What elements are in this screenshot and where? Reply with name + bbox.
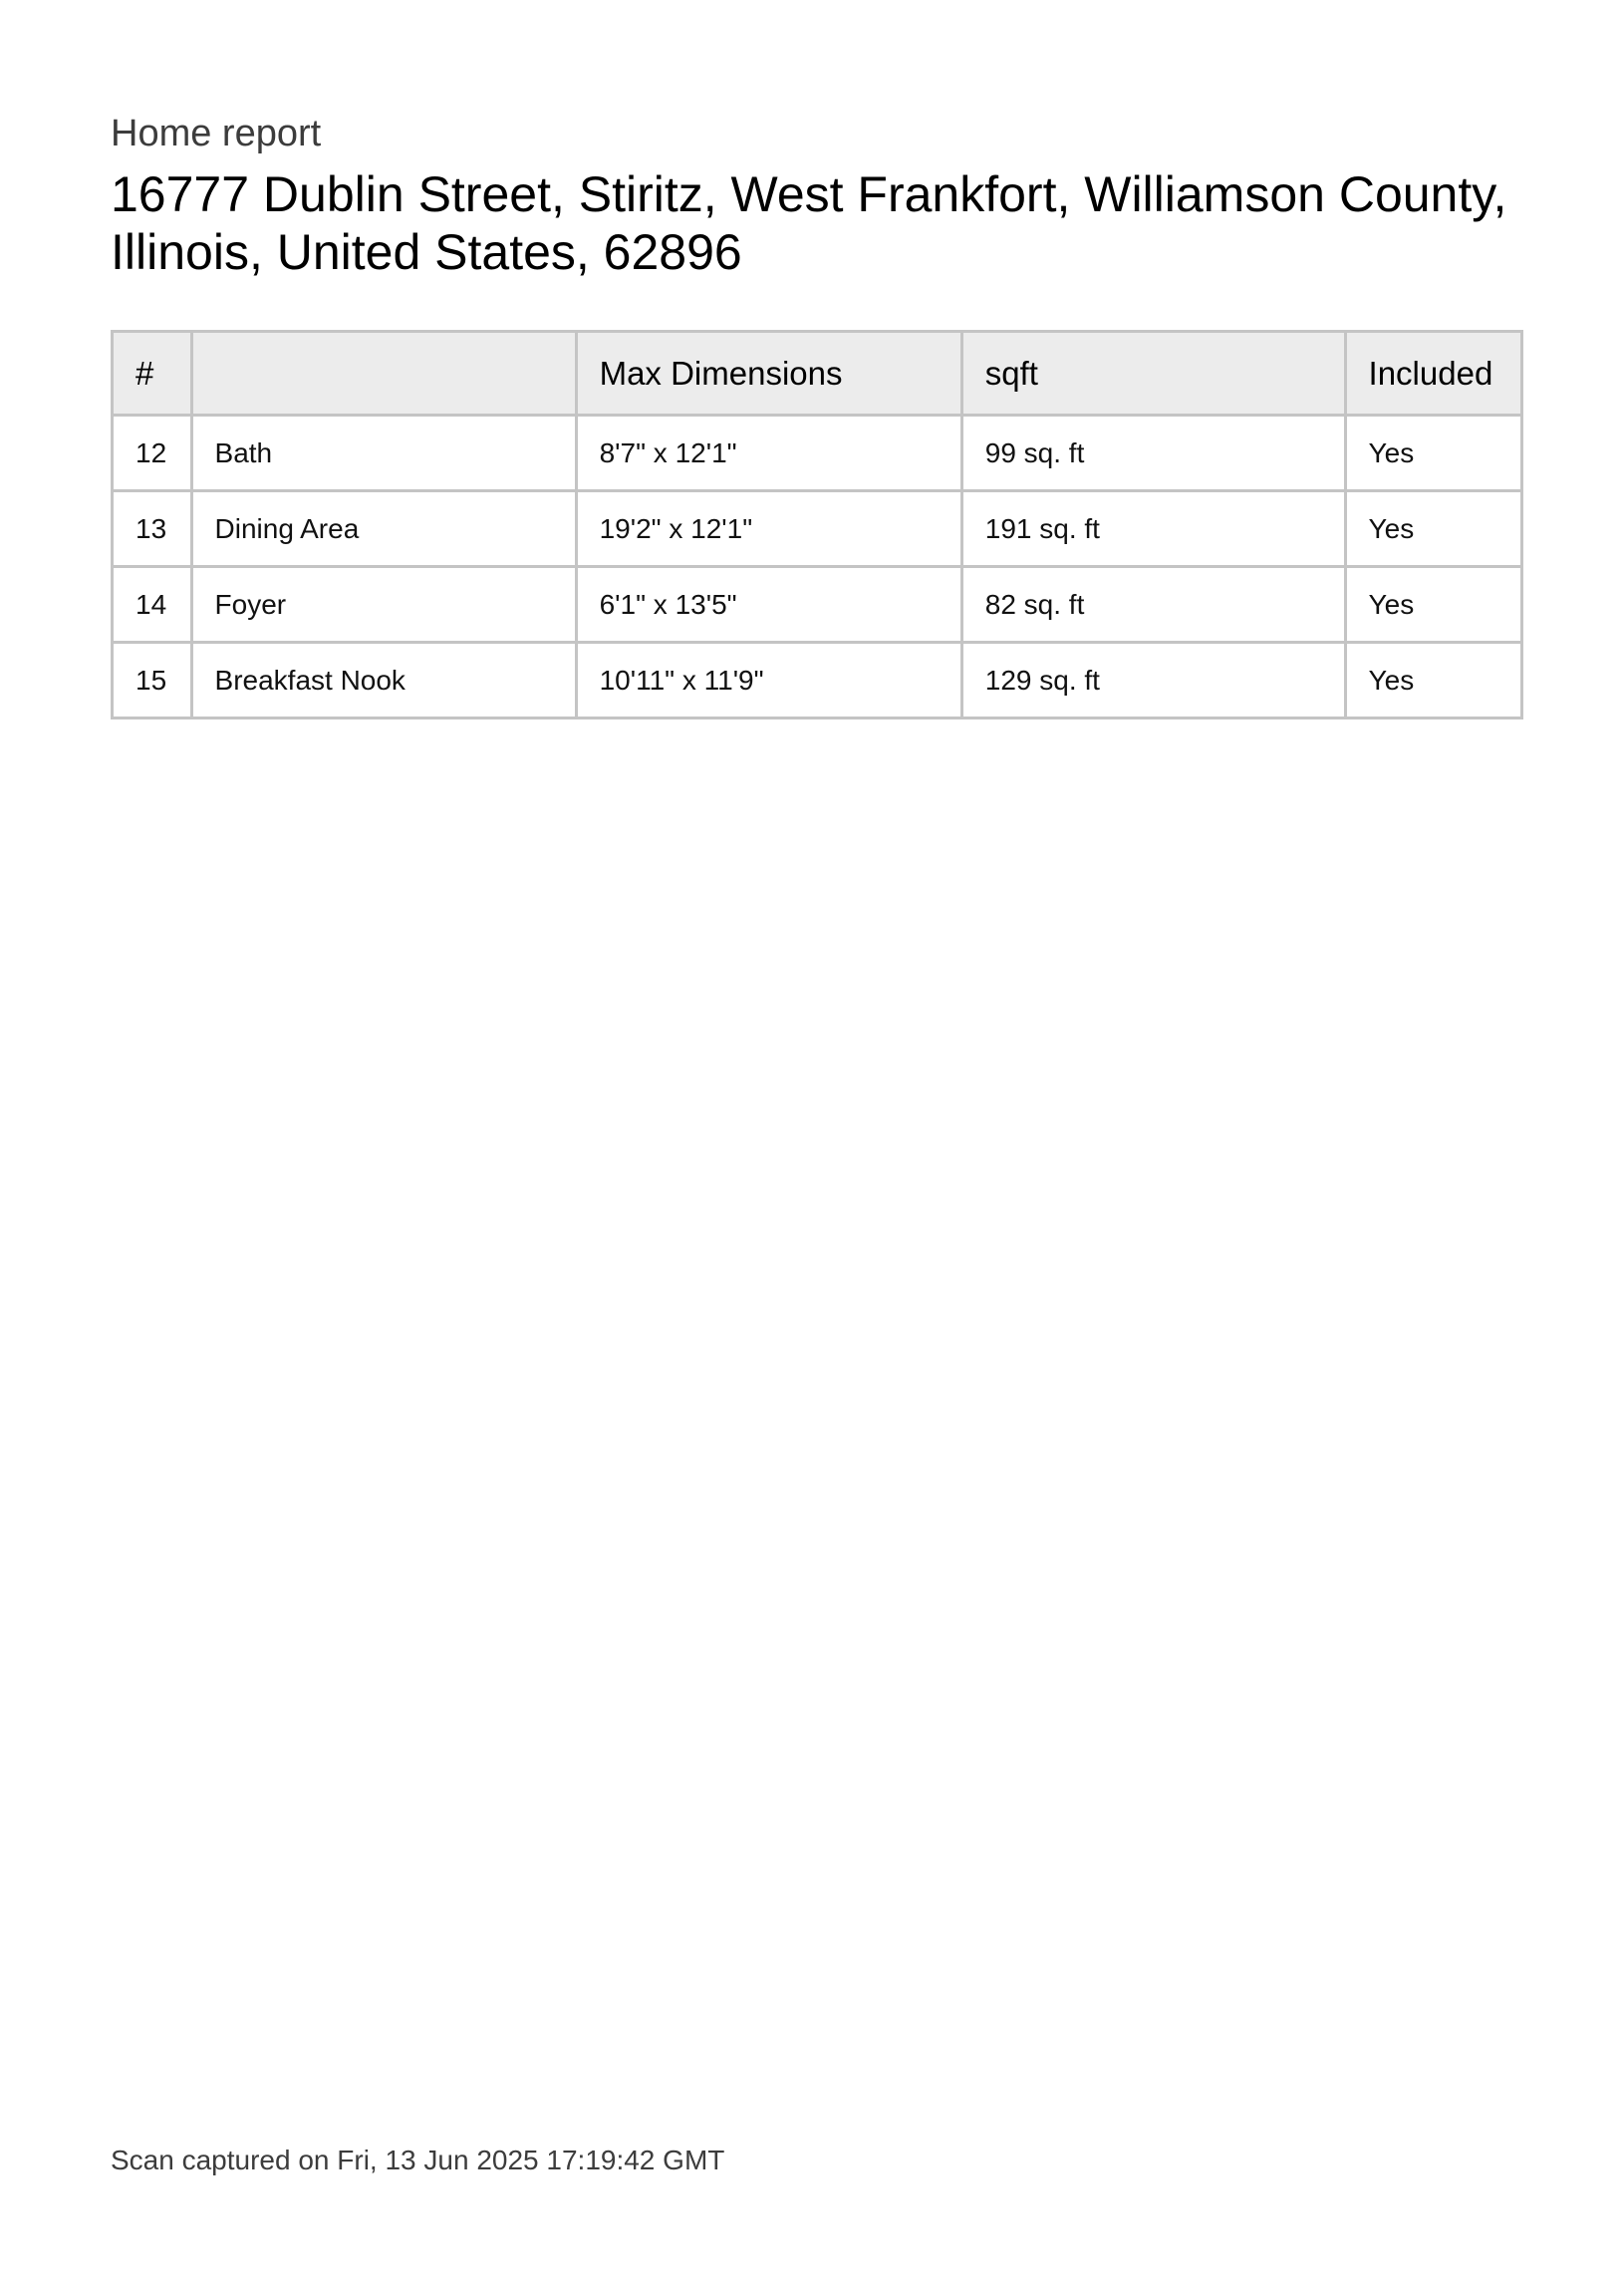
room-name: Dining Area: [191, 491, 576, 567]
column-header-room: [191, 332, 576, 416]
room-name: Foyer: [191, 567, 576, 643]
table-row: [113, 491, 1522, 567]
room-sqft: 191 sq. ft: [961, 491, 1345, 567]
row-number: 14: [113, 567, 192, 643]
room-dimensions: 10'11" x 11'9": [576, 643, 961, 718]
column-header-max-dimensions: Max Dimensions: [576, 332, 961, 416]
column-header-included: Included: [1345, 332, 1521, 416]
row-number: 15: [113, 643, 192, 718]
room-dimensions: 8'7" x 12'1": [576, 416, 961, 491]
table-row: [113, 416, 1522, 491]
room-included: Yes: [1345, 643, 1521, 718]
table-row: [113, 567, 1522, 643]
row-number: 13: [113, 491, 192, 567]
room-included: Yes: [1345, 567, 1521, 643]
room-included: Yes: [1345, 416, 1521, 491]
property-address: 16777 Dublin Street, Stiritz, West Frankfort, Williamson County, Illinois, United States, 62896: [111, 166, 1507, 280]
report-subtitle: Home report: [111, 113, 322, 154]
table-row: [113, 643, 1522, 718]
room-sqft: 129 sq. ft: [961, 643, 1345, 718]
scan-capture-timestamp: Scan captured on Fri, 13 Jun 2025 17:19:42 GMT: [111, 2145, 725, 2175]
report-header: [111, 108, 1523, 281]
column-header-number: #: [113, 332, 192, 416]
row-number: 12: [113, 416, 192, 491]
column-header-sqft: sqft: [961, 332, 1345, 416]
room-sqft: 82 sq. ft: [961, 567, 1345, 643]
room-dimensions: 6'1" x 13'5": [576, 567, 961, 643]
rooms-table: [111, 330, 1523, 719]
room-included: Yes: [1345, 491, 1521, 567]
room-dimensions: 19'2" x 12'1": [576, 491, 961, 567]
room-name: Bath: [191, 416, 576, 491]
room-name: Breakfast Nook: [191, 643, 576, 718]
room-sqft: 99 sq. ft: [961, 416, 1345, 491]
table-header-row: [113, 332, 1522, 416]
